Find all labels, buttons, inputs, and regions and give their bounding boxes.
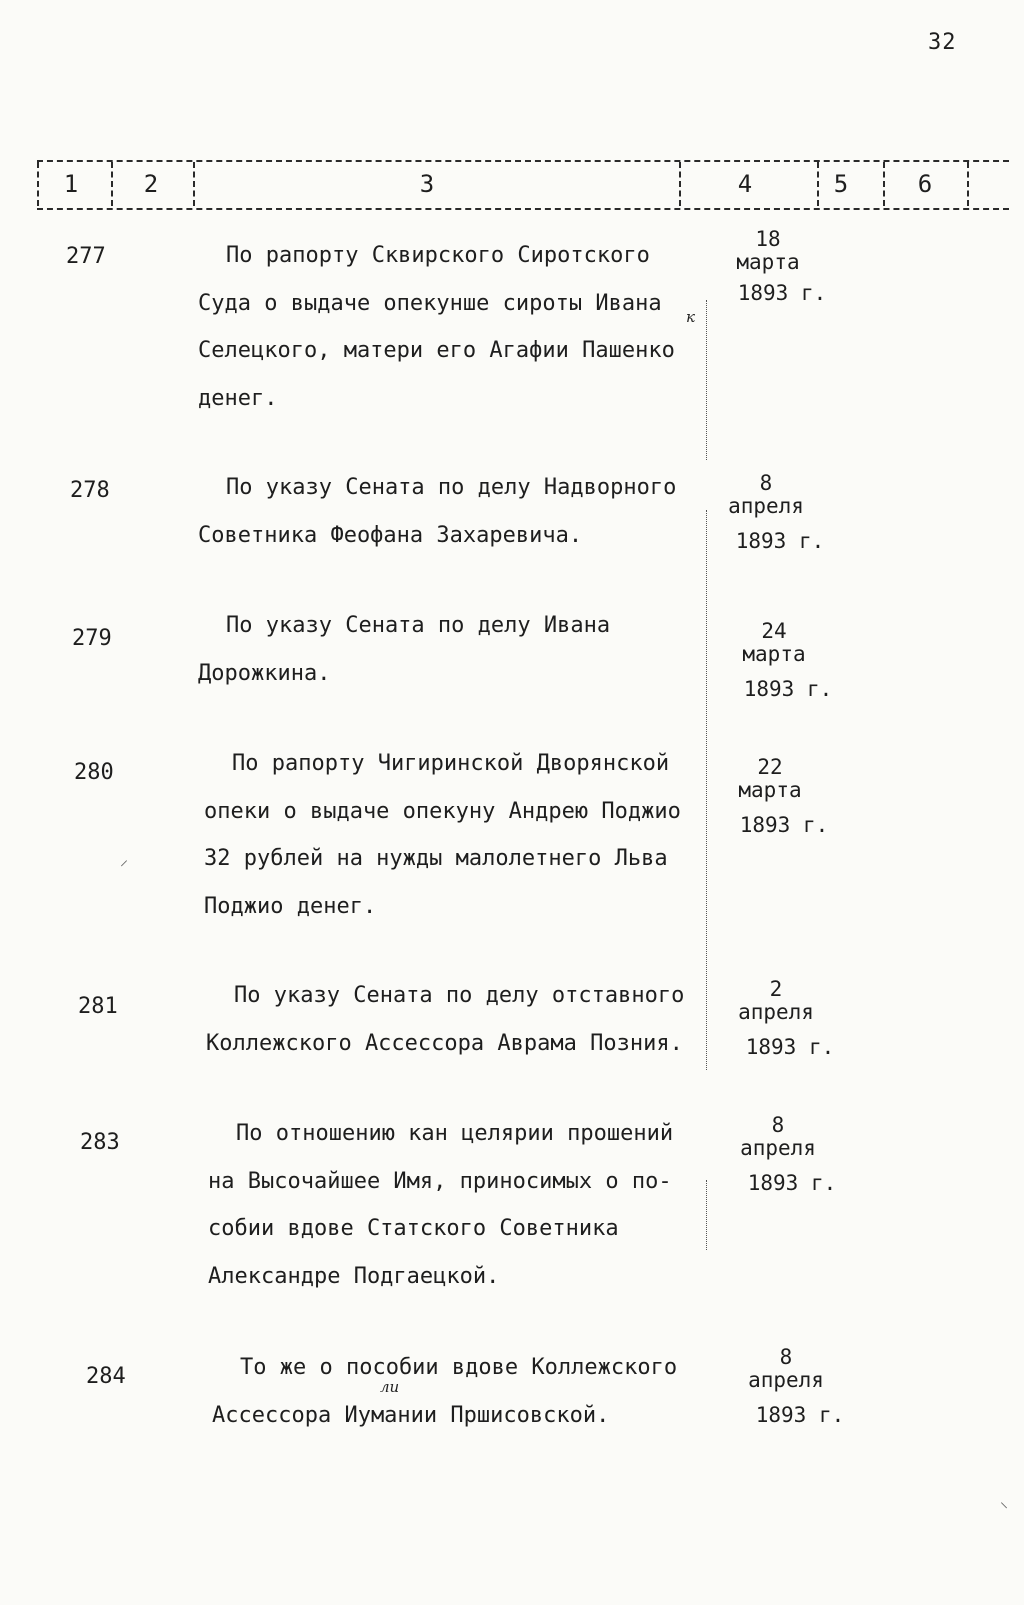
date-month: апреля [738,1000,814,1024]
column-separator [193,162,195,206]
margin-mark [706,1180,707,1250]
date-day: 8 [759,471,773,495]
stray-mark: ⸜ [1000,1492,1009,1511]
header-rule-top [37,160,1009,162]
entry-text-line: По отношению кан целярии прошений [236,1121,674,1146]
date-day: 22 [757,755,783,779]
header-rule-bottom [37,208,1009,210]
column-header-4: 4 [737,170,753,198]
entry-text-line: на Высочайшее Имя, приносимых о по- [208,1168,672,1194]
date-month: марта [736,250,800,274]
date-day: 24 [761,619,787,643]
date-day: 8 [779,1345,793,1369]
entry-text-line: Селецкого, матери его Агафии Пашенко [198,338,675,363]
entry-text-line: Дорожкина. [198,660,331,686]
date-year: 1893 г. [737,281,827,305]
entry-text-line: собии вдове Статского Советника [208,1216,619,1241]
date-year: 1893 г. [755,1403,845,1427]
entry-text-line: По указу Сената по делу Ивана [226,613,611,638]
entry-number: 277 [66,244,106,269]
handwritten-correction: ли [380,1378,400,1396]
column-separator [679,162,681,206]
entry-text [204,740,724,930]
margin-mark [706,510,707,1070]
entry-text [198,602,718,697]
date-month: апреля [740,1136,816,1160]
date-month: марта [742,642,806,666]
entry-text [198,232,718,422]
margin-mark [706,300,707,460]
entry-text-line: Ассессора Иумании Пршисовской. [212,1402,610,1428]
column-header-band [37,158,1009,213]
entry-number: 284 [86,1364,126,1389]
page-number: 32 [928,30,957,55]
entry-number: 278 [70,478,110,503]
column-header-1: 1 [63,170,79,198]
entry-date [708,228,828,305]
entry-text-line: По указу Сената по делу отставного [234,983,685,1008]
stray-mark: ⸝ [120,850,129,869]
date-year: 1893 г. [739,813,829,837]
date-year: 1893 г. [747,1171,837,1195]
entry-number: 281 [78,994,118,1019]
date-day: 8 [771,1113,785,1137]
entry-text [208,1110,728,1300]
date-year: 1893 г. [743,677,833,701]
column-header-2: 2 [143,170,159,198]
entry-text-line: Поджио денег. [204,893,377,919]
entry-text [212,1344,732,1439]
entry-date [710,756,830,837]
entry-text-line: Александре Подгаецкой. [208,1263,500,1289]
entry-date [716,978,836,1059]
entry-text-line: Суда о выдаче опекунше сироты Ивана [198,290,662,316]
entry-text-line: денег. [198,385,278,411]
date-month: апреля [748,1368,824,1392]
entry-number: 280 [74,760,114,785]
entry-date [706,472,826,553]
entry-text-line: Коллежского Ассессора Аврама Позния. [206,1030,683,1056]
entry-text [198,464,718,559]
entry-text-line: По рапорту Чигиринской Дворянской [232,751,670,776]
entry-number: 283 [80,1130,120,1155]
column-header-5: 5 [833,170,849,198]
entry-date [714,620,834,701]
date-day: 2 [769,977,783,1001]
handwritten-correction: к [686,308,695,326]
entry-text-line: По указу Сената по делу Надворного [226,475,677,500]
column-separator [37,162,39,206]
entry-text [206,972,726,1067]
column-header-6: 6 [917,170,933,198]
column-header-3: 3 [419,170,435,198]
entry-text-line: 32 рублей на нужды малолетнего Льва [204,846,668,871]
column-separator [967,162,969,206]
entry-number: 279 [72,626,112,651]
column-separator [883,162,885,206]
entry-date [718,1114,838,1195]
date-month: марта [738,778,802,802]
entry-text-line: Советника Феофана Захаревича. [198,522,583,548]
date-day: 18 [755,227,781,251]
column-separator [111,162,113,206]
date-month: апреля [728,494,804,518]
date-year: 1893 г. [735,529,825,553]
entry-text-line: То же о пособии вдове Коллежского [240,1355,678,1380]
entry-date [726,1346,846,1427]
date-year: 1893 г. [745,1035,835,1059]
column-separator [817,162,819,206]
entry-text-line: опеки о выдаче опекуну Андрею Поджио [204,798,681,824]
entry-text-line: По рапорту Сквирского Сиротского [226,243,650,268]
